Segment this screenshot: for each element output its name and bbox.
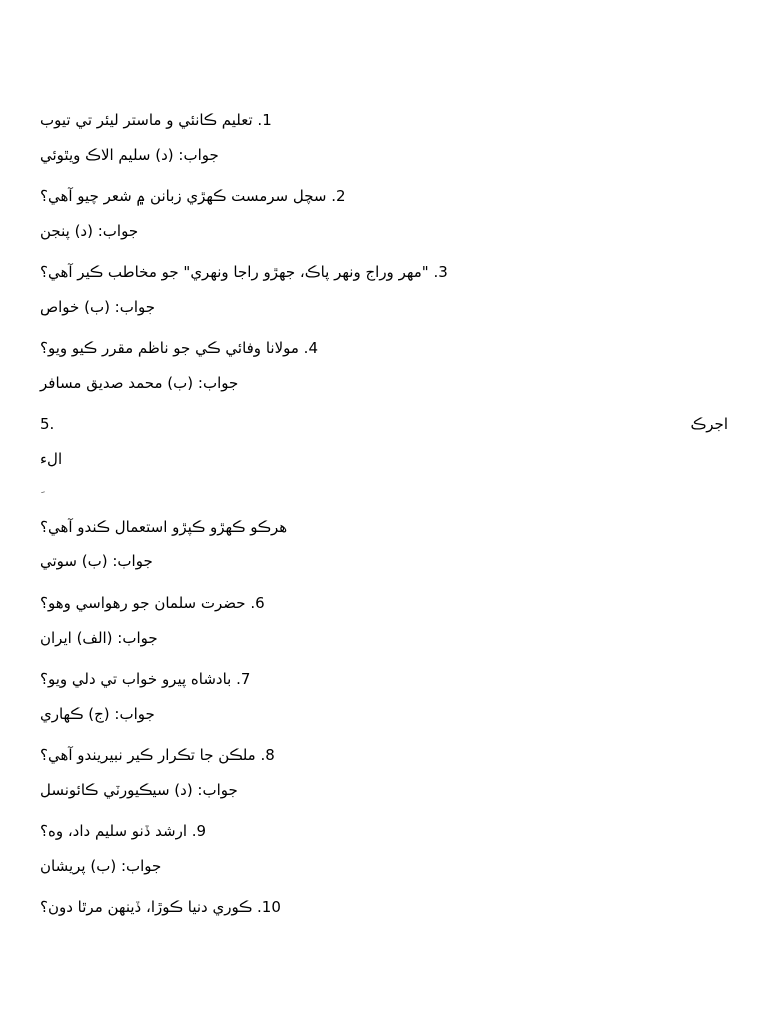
question-5-head [40,414,728,434]
question-5-right-word: اجرڪ [690,415,728,433]
question-1: 1. تعليم ڪانئي و ماستر ليئر تي تيوب [40,111,272,129]
document-page [40,0,728,1024]
question-6: 6. حضرت سلمان جو رهواسي وهو؟ [40,594,265,612]
answer-1: جواب: (د) سليم الاڪ ويٿوئي [40,146,219,164]
answer-2: جواب: (د) پنجن [40,222,139,240]
answer-4: جواب: (ب) محمد صديق مسافر [40,374,239,392]
question-5-number: 5. [40,415,55,433]
question-7: 7. بادشاه پيرو خواب تي دلي ويو؟ [40,670,251,688]
question-5-mark [40,486,728,506]
answer-6: جواب: (الف) ايران [40,629,158,647]
question-8: 8. ملڪن جا تڪرار ڪير نبيريندو آهي؟ [40,746,275,764]
question-3: 3. "مهر وراج ونهر پاڪ، جهڙو راجا ونهري" جو مخاطب ڪير آهي؟ [40,263,448,281]
answer-7: جواب: (ج) ڪهاري [40,705,155,723]
question-5-cont: هرڪو ڪهڙو ڪپڙو استعمال ڪندو آهي؟ [40,518,288,536]
question-4: 4. مولانا وفائي ڪي جو ناظم مقرر ڪيو ويو؟ [40,339,318,357]
answer-9: جواب: (ب) پريشان [40,857,162,875]
answer-5: جواب: (ب) سوتي [40,552,153,570]
question-2: 2. سچل سرمست ڪهڙي زبانن ۾ شعر چيو آهي؟ [40,187,346,205]
question-9: 9. ارشد ڏنو سليم داد، وه؟ [40,822,207,840]
question-5-fragment: الء [40,450,63,468]
question-10: 10. ڪوري دنيا ڪوڙا، ڏينهن مرٿا دون؟ [40,898,281,916]
answer-3: جواب: (ب) خواص [40,298,156,316]
answer-8: جواب: (د) سيڪيورٽي ڪائونسل [40,781,238,799]
